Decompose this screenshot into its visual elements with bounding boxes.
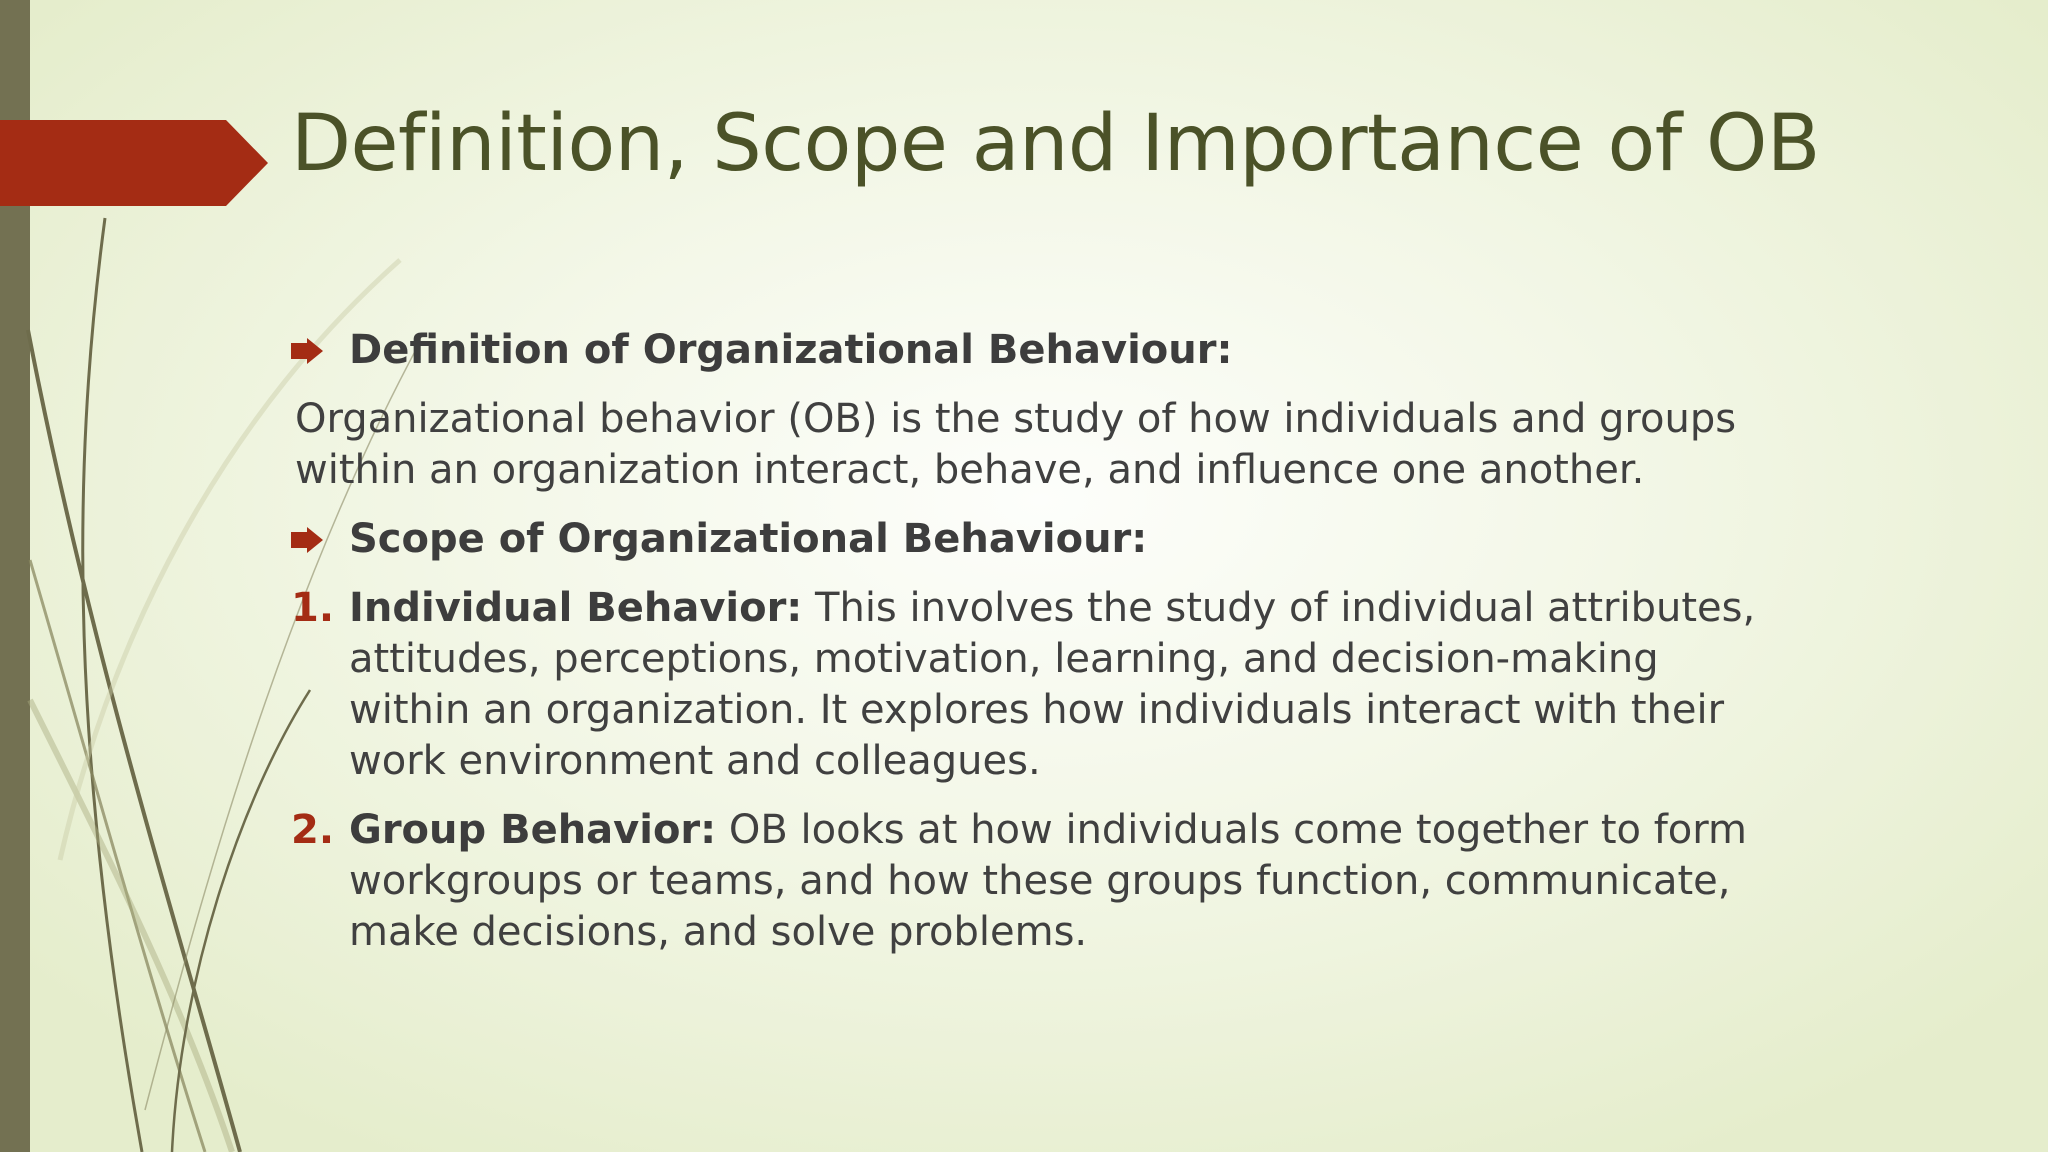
numbered-item-individual-behavior (291, 583, 1761, 787)
slide-title: Definition, Scope and Importance of OB (291, 99, 1820, 189)
item-term: Individual Behavior: (349, 585, 803, 631)
slide-content (291, 325, 1761, 976)
item-term: Group Behavior: (349, 807, 717, 853)
definition-heading-text: Definition of Organizational Behaviour: (349, 327, 1233, 373)
item-description: OB looks at how individuals come together to form workgroups or teams, and how these groups function, communicate, make decisions, and solve problems. (349, 807, 1747, 955)
arrow-bullet-icon (291, 527, 323, 553)
bullet-heading-definition (291, 325, 1761, 376)
decorative-curve (28, 330, 240, 1152)
decorative-curve (30, 560, 205, 1152)
decorative-curve (172, 690, 310, 1152)
item-description: This involves the study of individual attributes, attitudes, perceptions, motivation, learning, and decision-making within an organization. It explores how individuals interact with their work environment and colleagues. (349, 585, 1756, 784)
arrow-bullet-icon (291, 338, 323, 364)
title-arrow-shape (0, 120, 270, 206)
item-number: 1. (291, 585, 335, 631)
bullet-heading-scope (291, 514, 1761, 565)
item-number: 2. (291, 807, 335, 853)
scope-heading-text: Scope of Organizational Behaviour: (349, 516, 1148, 562)
numbered-item-group-behavior (291, 805, 1761, 958)
definition-paragraph: Organizational behavior (OB) is the study of how individuals and groups within an organization interact, behave, and influence one another. (295, 396, 1737, 493)
